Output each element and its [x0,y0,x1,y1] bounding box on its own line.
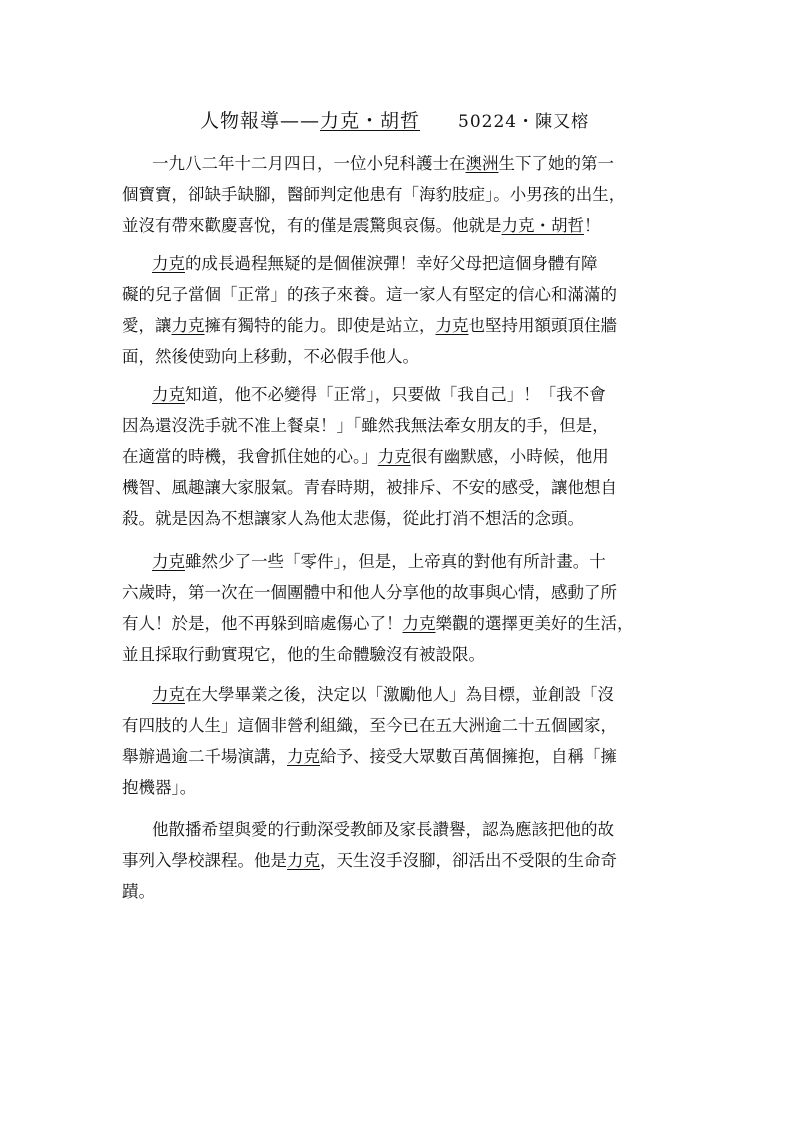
text-run: 並沒有帶來歡慶喜悅，有的僅是震驚與哀傷。他就是 [122,216,502,235]
text-line [122,248,682,279]
text-line [122,546,682,577]
text-line [122,710,682,741]
text-line [122,577,682,608]
text-run: 也堅持用額頭頂住牆 [468,316,617,335]
text-run: 舉辦過逾二千場演講， [122,747,287,766]
text-run: 他散播希望與愛的行動深受教師及家長讚譽，認為應該把他的故 [152,820,614,839]
text-line [122,772,682,803]
text-run: ！ [584,216,601,235]
text-run: 一九八二年十二月四日，一位小兒科護士在 [152,154,466,173]
text-run: 並且採取行動實現它，他的生命體驗沒有被設限。 [122,645,485,664]
text-run: 個寶寶，卻缺手缺腳，醫師判定他患有「海豹肢症」。小男孩的出生， [122,185,626,204]
paragraph-1 [122,148,682,241]
text-line [122,679,682,710]
paragraph-6 [122,814,682,907]
text-run: 在適當的時機，我會抓住她的心。」 [122,447,378,466]
author-byline: 50224・陳又榕 [458,112,590,132]
text-line [122,379,682,410]
text-run: 愛，讓 [122,316,172,335]
underlined-name: 力克 [171,316,205,335]
text-run: 面，然後使勁向上移動，不必假手他人。 [122,347,419,366]
text-run: 生下了她的第一 [498,154,614,173]
text-run: 礙的兒子當個「正常」的孩子來養。這一家人有堅定的信心和滿滿的 [122,285,617,304]
text-run: 六歲時，第一次在一個團體中和他人分享他的故事與心情，感動了所 [122,583,617,602]
text-run: 擁有獨特的能力。即使是站立， [204,316,436,335]
text-line [122,876,682,907]
text-line [122,410,682,441]
text-line [122,814,682,845]
underlined-name: 力克 [377,447,411,466]
text-run: 知道，他不必變得「正常」，只要做「我自己」！「我不會 [185,385,606,404]
paragraph-4 [122,546,682,670]
text-line [122,279,682,310]
text-run: 給予、接受大眾數百萬個擁抱，自稱「擁 [320,747,617,766]
text-line [122,845,682,876]
underlined-name: 力克 [152,385,185,404]
underlined-name: 力克 [287,851,320,870]
underlined-name: 力克・胡哲 [501,216,584,235]
text-line [122,741,682,772]
text-run: 因為還沒洗手就不准上餐桌！」「雖然我無法牽女朋友的手，但是， [122,416,609,435]
text-line [122,310,682,341]
underlined-name: 澳洲 [465,154,499,173]
text-line [122,503,682,534]
underlined-name: 力克 [435,316,469,335]
paragraph-5 [122,679,682,803]
text-run: 在大學畢業之後，決定以「激勵他人」為目標，並創設「沒 [185,685,614,704]
text-line [122,179,682,210]
underlined-name: 力克 [287,747,320,766]
text-line [122,210,682,241]
text-run: 機智、風趣讓大家服氣。青春時期，被排斥、不安的感受，讓他想自 [122,478,617,497]
text-line [122,472,682,503]
paragraph-2 [122,248,682,372]
text-run: ，天生沒手沒腳，卻活出不受限的生命奇 [320,851,617,870]
text-run: 有四肢的人生」這個非營利組織，至今已在五大洲逾二十五個國家， [122,716,617,735]
article-title [200,106,589,133]
text-run: 抱機器」。 [122,778,197,797]
text-line [122,441,682,472]
underlined-name: 力克 [152,685,185,704]
text-run: 的成長過程無疑的是個催淚彈！幸好父母把這個身體有障 [185,254,598,273]
text-line [122,341,682,372]
underlined-name: 力克 [152,254,185,273]
underlined-name: 力克 [402,614,436,633]
text-run: 有人！於是，他不再躲到暗處傷心了！ [122,614,403,633]
text-line [122,608,682,639]
text-run: 很有幽默感，小時候，他用 [410,447,609,466]
title-prefix: 人物報導—— [200,110,321,132]
text-run: 殺。就是因為不想讓家人為他太悲傷，從此打消不想活的念頭。 [122,509,584,528]
text-line [122,639,682,670]
text-run: 事列入學校課程。他是 [122,851,287,870]
text-run: 樂觀的選擇更美好的生活， [435,614,634,633]
text-run: 雖然少了一些「零件」，但是，上帝真的對他有所計畫。十 [185,552,606,571]
title-subject-name: 力克・胡哲 [320,110,421,132]
text-line [122,148,682,179]
text-run: 蹟。 [122,882,155,901]
paragraph-3 [122,379,682,534]
underlined-name: 力克 [152,552,185,571]
